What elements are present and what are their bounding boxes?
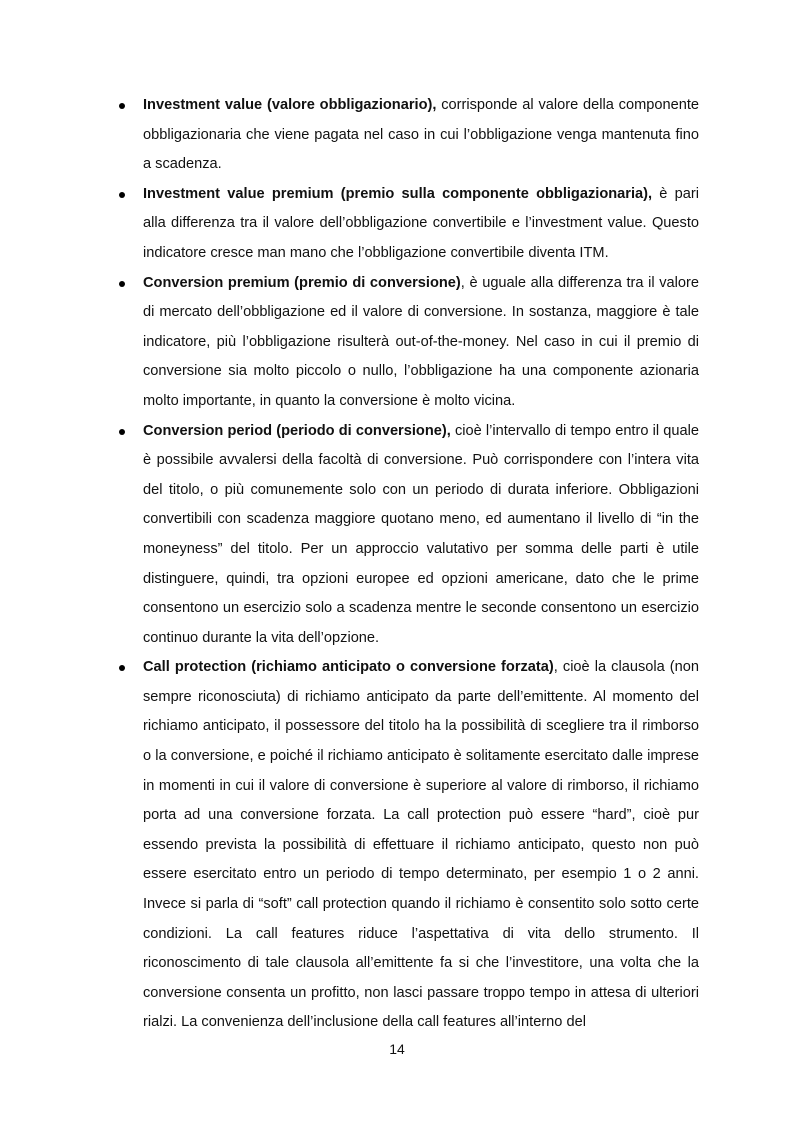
definition-item-call-protection	[143, 653, 699, 1038]
page-number: 14	[389, 1041, 405, 1057]
definition-text: cioè l’intervallo di tempo entro il quale è possibile avvalersi della facoltà di conversione. Può corrispondere con l’intera vita del titolo, o più comunemente solo con un periodo di durata inferiore. Obbligazioni convertibili con scadenza maggiore quotano meno, ed aumentano il livello di “in the moneyness” del titolo. Per un approccio valutativo per somma delle parti è utile distinguere, quindi, tra opzioni europee ed opzioni americane, dato che le prime consentono un esercizio solo a scadenza mentre le seconde consentono un esercizio continuo durante la vita dell’opzione.	[143, 422, 699, 646]
definition-item-investment-value-premium	[143, 180, 699, 269]
definition-text: è pari alla differenza tra il valore dell’obbligazione convertibile e l’investment value. Questo indicatore cresce man mano che l’obbligazione convertibile diventa ITM.	[143, 185, 700, 261]
definition-term: Investment value premium (premio sulla componente obbligazionaria),	[143, 185, 653, 202]
definition-text: corrisponde al valore della componente obbligazionaria che viene pagata nel caso in cui l’obbligazione venga mantenuta fino a scadenza.	[143, 97, 699, 173]
definition-list	[143, 91, 699, 1038]
definition-item-conversion-premium	[143, 269, 699, 417]
definition-item-investment-value	[143, 91, 699, 180]
definition-term: Call protection (richiamo anticipato o conversione forzata)	[143, 659, 554, 676]
definition-term: Conversion premium (premio di conversione)	[143, 274, 461, 291]
definition-term: Conversion period (periodo di conversione),	[143, 422, 451, 439]
definition-text: , è uguale alla differenza tra il valore di mercato dell’obbligazione ed il valore di conversione. In sostanza, maggiore è tale indicatore, più l’obbligazione risulterà out-of-the-money. Nel caso in cui il premio di conversione sia molto piccolo o nullo, l’obbligazione ha una componente azionaria molto importante, in quanto la conversione è molto vicina.	[143, 274, 699, 409]
definition-text: , cioè la clausola (non sempre riconosciuta) di richiamo anticipato da parte dell’emittente. Al momento del richiamo anticipato, il possessore del titolo ha la possibilità di scegliere tra il rimborso o la conversione, e poiché il richiamo anticipato è solitamente esercitato dalle imprese in momenti in cui il valore di conversione è superiore al valore di rimborso, il richiamo porta ad una conversione forzata. La call protection può essere “hard”, cioè pur essendo prevista la possibilità di effettuare il richiamo anticipato, questo non può essere esercitato entro un periodo di tempo determinato, per esempio 1 o 2 anni. Invece si parla di “soft” call protection quando il richiamo è consentito solo sotto certe condizioni. La call features riduce l’aspettativa di vita dello strumento. Il riconoscimento di tale clausola all’emittente fa si che l’investitore, una volta che la conversione consenta un profitto, non lasci passare troppo tempo in attesa di ulteriori rialzi. La convenienza dell’inclusione della call features all’interno del	[143, 659, 700, 1031]
definition-item-conversion-period	[143, 417, 699, 654]
definition-term: Investment value (valore obbligazionario),	[143, 97, 437, 113]
